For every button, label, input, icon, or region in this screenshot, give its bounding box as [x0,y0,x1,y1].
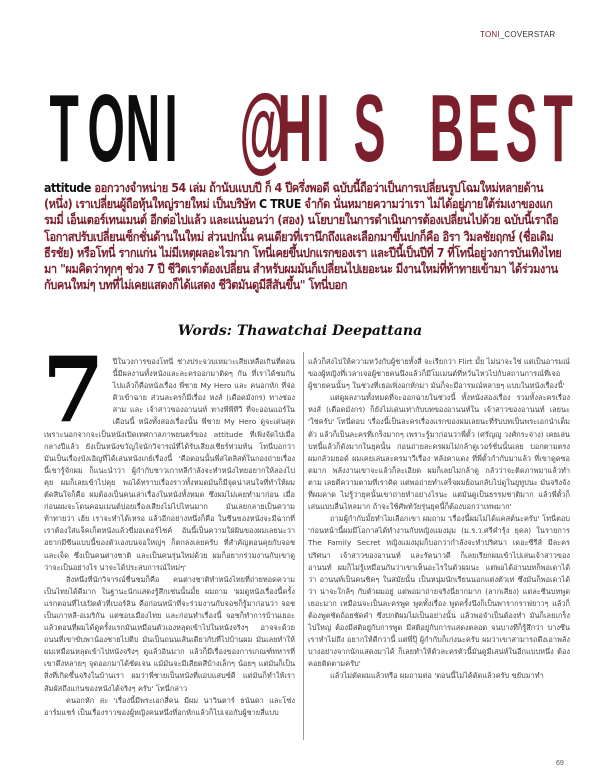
article-paragraph: สิ่งหนึ่งที่นักวิจารณ์ชื่นชมก็คือ คนต่างชาติทำหนังไทยที่ถ่ายทอดความเป็นไทยได้ดีมาก ในฐานะนักแสดงรู้สึกเช่นนั้นมั้ย ผมถาม 'ผมดูหนังเรื่องนี้ครั้งแรกตอนที่ไปเปิดตัวที่เบอร์ลิน คือก่อนหน้าที่จะร่วมงานกับจอชก็รู้มาก่อนว่า จอชเป็นเกาหลี-อเมริกัน แต่ชอบเมืองไทย และก่อนทำเรื่องนี้ จอชก็ทำการบ้านเยอะ แล้วตอนที่ผมได้ดูครั้งแรกมันเหมือนตัวเองหลุดเข้าไปในหนังจริงๆ อาจจะด้วยถนนที่เขาขับพาน้องชายไปตีบ มันเป็นถนนเส้นเดียวกับที่ไปบ้านผม มันเลยทำให้ผมเหมือนหลุดเข้าไปหนังจริงๆ ดูแล้วอินมาก แล้วก็มีเรื่องของการเกณฑ์ทหารที่เขาดึงหลายๆ จุดออกมาได้ชัดเจน แม้มันจะมีเสียดสีบ้างเล็กๆ น้อยๆ แต่มันก็เป็นสิ่งที่เกิดขึ้นจริงในบ้านเรา ผมว่าพี่ชายเป็นหนังที่แอบแสบซ์ดี แต่มันก็ทำให้เราสัมผัสถึงแก่นของหนังได้จริงๆ ครับ' โทนี่กล่าว [44,574,295,693]
headline-space-char [202,86,217,172]
article-paragraph: คนอกหัก ล่ะ 'เรื่องนี้มีพระเอกสี่คน มีผม นาวินตาร์ ธนันดา และโซ่ง อาร์มแชร์ เป็นเรื่องราวของผู้หญิงคนหนึ่งที่อกหักแล้วก็ไปเจอกับผู้ชายสี่แบบ [44,695,295,717]
article-paragraph: ถามผู้กำกับมั้ยทำไมเลือกเขา ผมถาม 'เรื่องนี้ผมไม่ได้แคสต์นะครับ' โทนี่ตอบ 'ก่อนหน้านี้ผมมีโอกาสได้ทำงานกับหญิงแมงมุม (ม.ร.ว.ศรีคำรุ้ง ยุคล) ในรายการ The Family Secret หญิงแมงมุมก็บอกว่ากำลังจะทำปริศนา เดอะซีรีส์ มีละครปริศนา เจ้าสาวของอานนท์ และรัตนาวดี ก็เลยเรียกผมเข้าไปเล่นเจ้าสาวของอานนท์ ผมก็ไม่รู้เหมือนกันว่าเขาเห็นอะไรในตัวผมนะ แต่พอได้อ่านบทก็พอเดาได้ว่า อานนท์เป็นคนชิคๆ ในสมัยนั้น เป็นหนุ่มนักเรียนนอกแต่งตัวเท่ ซึ่งมันก็พอเดาได้ว่า น่าจะใกล้ๆ กับตัวผมอยู่ แต่พอมาถ่ายจริงนี่ยากมาก (ลากเสียง) แต่ละซีนบทพูดเยอะมาก เหมือนจะเป็นละครพูด พูดทั้งเรื่อง พูดครั้งนึงก็เป็นพารากราฟยาวๆ แล้วก็ต้องพูดชัดถ้อยชัดคำ ซึ่งปกติผมไม่เป็นอย่างนั้น แล้วพอจำเป็นต้องทำ มันก็เลยเกร็งไปใหญ่ ต้องมีสติอยู่กับการพูด มีสติอยู่กับการแสดงตลอด จนบางทีก็รู้สึกว่า บางซีนเราทำไม่ถึง อยากให้ดีกว่านี้ แต่พี่ปุ๊ ผู้กำกับก็เก่งนะครับ ผมว่าเขาสามารถดึงเอาพลังบางอย่างจากนักแสดงมาได้ ก็เลยทำให้ตัวละครตัวนี้มันดูมีเสน่ห์ในอีกแบบหนึ่ง ต้องคอยติดตามครับ' [308,514,570,669]
company-name: C TRUE [258,196,301,212]
article-paragraph: แล้วก็ส่งไปให้ความหวังกับผู้ชายทั้งสี่ จะเรียกว่า Flirt มั้ย ไม่น่าจะใช่ แต่เป็นอารมณ์ของผู้หญิงที่เวลาเจอผู้ชายคนนึงแล้วก็มีโมเมนต์ที่หวั่นไหวไปกับสถานการณ์ที่เจอผู้ชายคนนั้นๆ ในช่วงที่เธอเพิ่งอกหักมา มันก็จะมีอารมณ์หลายๆ แบบในหนังเรื่องนี้' [308,357,570,391]
article-paragraph: แล้วไม่ตัดผมแล้วหรือ ผมถามต่อ 'ตอนนี้ไม่ได้ตัดแล้วครับ ขยับมาทำ [330,671,544,681]
section-tag-name: TONI [480,30,500,39]
drop-cap: 7 [42,337,105,443]
headline-part-1-char: T [49,75,79,182]
headline-part-2-char: H [277,75,313,182]
deck-text-1: ออกวางจำหน่าย 54 เล่ม ถ้านับแบบปี ก็ 4 ปีครึ่งพอดี ฉบับนี้ถือว่าเป็นการเปลี่ยนรูปโฉมใหม่หลายด้าน (หนึ่ง) เราเปลี่ยนผู้ถือหุ้นใหญ่รายใหม่ เป็นบริษัท [44,180,544,212]
headline-part-2-char [392,86,407,172]
headline-part-2-char: I [316,75,330,182]
article-column-right [308,356,570,683]
byline: Words: Thawatchai Deepattana [177,323,423,339]
headline [42,75,573,182]
headline-part-1-char: I [164,75,178,182]
section-tag-separator: _ [499,30,505,39]
headline-part-2-char: S [353,75,386,182]
deck-intro [44,180,563,293]
page-number: 69 [556,760,564,767]
headline-part-2-char: E [467,75,500,182]
article-paragraph: ปีในวงการของโทนี่ ช่างประจวบเหมาะเสียเหลือเกินที่ตอนนี้มีผลงานทั้งหนังและละครออกมาติดๆ กัน ที่เราได้ชมกันไปแล้วก็คือหนังเรื่อง พี่ชาย My Hero และ คนอกหัก ที่จ่อคิวเข้าฉาย ส่วนละครก็มีเรื่อง หงส์ (เดือดมังกร) ทางช่องสาม และ เจ้าสาวของอานนท์ ทางพีพีทีวี ที่จะออนแอร์ในเดือนนี้ หนังทั้งสองเรื่องนั้น พี่ชาย My Hero ดูจะเด่นสุด เพราะนอกจากจะเป็นหนังเปิดเทศกาลภาพยนตร์ของ attitude ที่เพิ่งจัดไปเมื่อกลางปีแล้ว ยังเป็นหนังขวัญใจนักวิจารณ์ที่ได้รับเสียงเชียร์ท่วมท้น โทนี่บอกว่ามันเป็นเรื่องบังเอิญที่ได้เล่นหนังเกย์เรื่องนี้ 'คือตอนนั้นพี่สไตลิสต์ในกองถ่ายเรื่องนี้เขารู้จักผม ก็แนะนำว่า ผู้กำกับชาวเกาหลีกำลังจะทำหนังไทยอยากให้ลองไปคุย ผมก็เลยเข้าไปคุย พอได้ทราบเรื่องราวทั้งหมดมันก็มีจุดน่าสนใจที่ทำให้ผมตัดสินใจก็คือ ผมต้องเป็นคนเล่าเรื่องในหนังทั้งหมด ซึ่งผมไม่เคยทำมาก่อน เมื่อก่อนผมจะโดนคอมเมนต์บ่อยเรื่องเสียงไม่ไปไหนมาก มันเลยกลายเป็นความท้าทายว่า เฮ้ย เราจะทำได้เหรอ แล้วอีกอย่างหนึ่งก็คือ ในซีนของหนังจะมีฉากที่เราต้องใส่แจ็คเก็ตหนังแล้วขี่มอเตอร์ไซค์ อันนี้เป็นความใฝ่ฝันของผมเลยนะว่าอยากมีซีนแบบนี้ของตัวเองบนจอใหญ่ๆ ก็ตกลงเลยครับ ที่สำคัญตอนคุยกับจอชและเจ็ด ซึ่งเป็นคนต่างชาติ และเป็นคนรุ่นใหม่ด้วย ผมก็อยากร่วมงานกับเขาดูว่าจะเป็นอย่างไร น่าจะได้ประสบการณ์ใหม่ๆ' [44,357,295,572]
article-column-left [42,337,295,719]
article-paragraph: แต่ดูผลงานทั้งหมดที่จะออกฉายในช่วงนี้ ทั้งหนังสองเรื่อง รวมทั้งละครเรื่องหงส์ (เดือดมังกร) ก็ยังไม่เด่นเท่ากับบทของอานนท์ใน เจ้าสาวของอานนท์ เลยนะ 'ใช่ครับ' โทนี่ตอบ 'เรื่องนี้เป็นละครเรื่องแรกของผมเลยนะที่รับบทเป็นพระเอกนำเต็มตัว แล้วก็เป็นละครที่เกร็งมากๆ เพราะรู้มาก่อนว่าพี่ตั้ว (ศรัญญู วงศ์กระจ่าง) เคยเล่นบทนี้แล้วก็ดังมากในยุคนั้น ก่อนถ่ายละครผมไม่กล้าดูเวอร์ชั่นนั้นเลย บอกตามตรง ผมกลัวมยอด์ ผมเคยเล่นละครมาวีเรื่อง หลังคาแดง ที่พี่ตั้วกำกับมาแล้ว ที่เขาดูดซอดมาก พลังงานเขาจะแล้วก็ละเอียด ผมก็เลยไม่กล้าดู กลัวว่าจะติดภาพมาแล้วทำตาม เลยตีความตามที่เราคิด แต่พอถ่ายทำเสร็จผมย้อนกลับไปดูในยูทูปนะ มันจริงจังที่ผมคาด ไม่รู้ว่ายุคนั้นเขาถ่ายทำอย่างไรนะ แต่มันดูเป็นธรรมชาติมาก แล้วพี่ตั้วก็เล่นแบบลื่นไหลมาก ถ้าจะใช้ศัพท์วัยรุ่นยุคนี้ก็ต้องบอกว่าเทพมาก' [308,393,570,512]
headline-part-1-char: O [87,75,125,182]
section-tag [480,30,555,39]
deck-text-2: จำกัด นั่นหมายความว่าเรา ไม่ได้อยู่ภายใต้ร่มเงาของแกรมมี่ เอ็นเตอร์เทนเมนต์ อีกต่อไปแล้ว และแน่นอนว่า (สอง) นโยบายในการดำเนินการต้องเปลี่ยนไปด้วย ฉบับนี้เราถือโอกาสปรับเปลี่ยนเซ็กชั่นด้านในใหม่ ส่วนปกนั้น คนเดียวที่เรานึกถึงและเลือกมาขึ้นปกก็คือ อิรา วิมลชัยฤกษ์ (ชื่อเดิม ธีรชัย) หรือโทนี่ รากแก่น ไม่มีเหตุผลอะไรมาก โทนี่เคยขึ้นปกแรกของเรา และปีนี้เป็นปีที่ 7 ที่โทนี่อยู่วงการบันเทิงไทยมา "ผมคิดว่าทุกๆ ช่วง 7 ปี ชีวิตเราต้องเปลี่ยน สำหรับผมมันก็เปลี่ยนไปเยอะนะ มีงานใหม่ที่ท้าทายเข้ามา ได้ร่วมงานกับคนใหม่ๆ บทที่ไม่เคยแสดงก็ได้แสดง ชีวิตมันดูมีสีสันขึ้น" โทนี่บอก [44,196,562,293]
magazine-brand: attitude [44,180,91,195]
headline-part-1-char: N [125,75,161,182]
headline-part-2-char: T [543,75,573,182]
section-tag-section: COVERSTAR [504,30,556,39]
headline-part-2-char: @ [239,75,287,182]
headline-part-2-char: B [429,75,465,182]
column-divider [303,352,304,740]
headline-part-2-char: S [505,75,538,182]
